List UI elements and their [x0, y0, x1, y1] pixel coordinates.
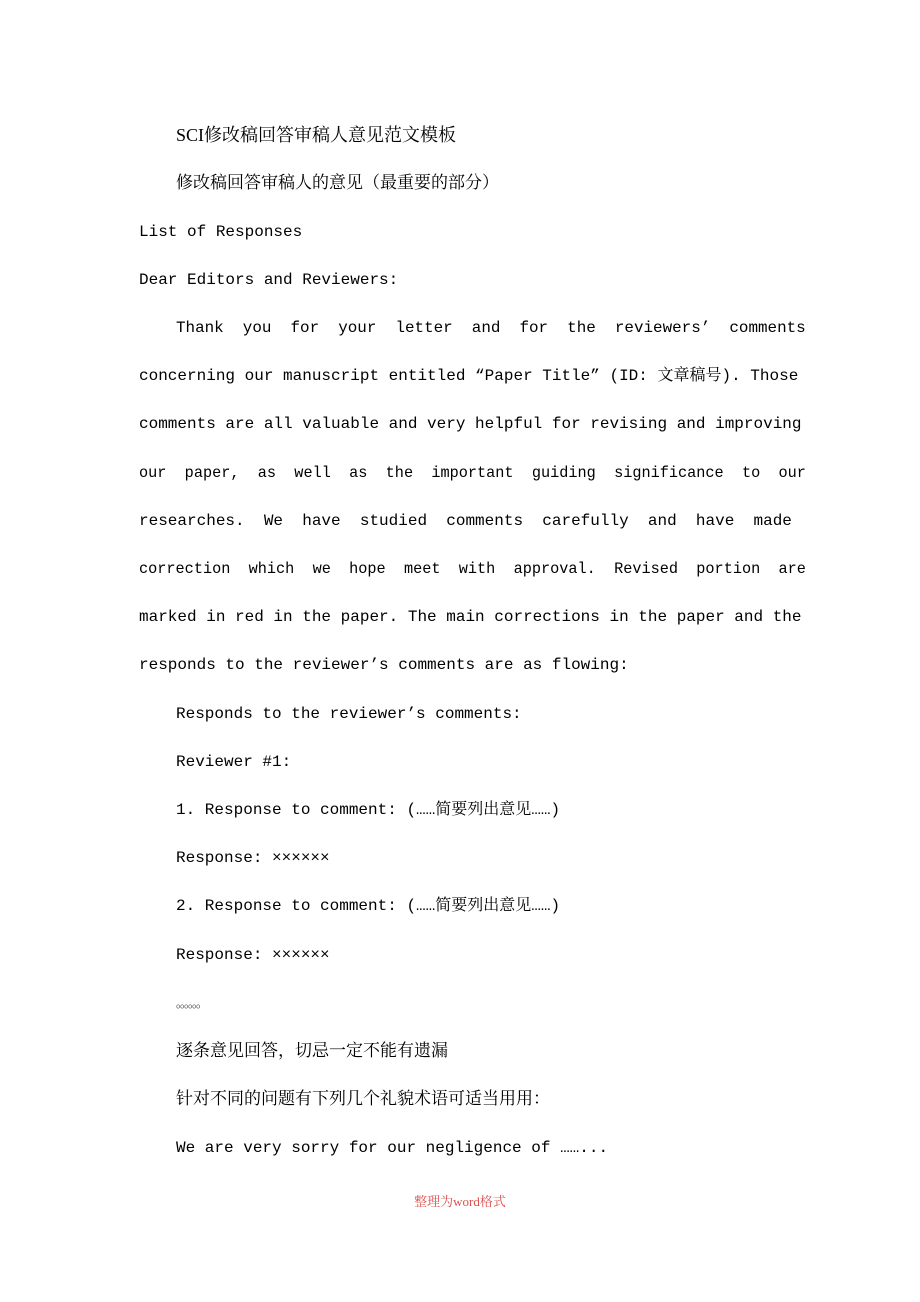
salutation: Dear Editors and Reviewers: — [139, 271, 399, 289]
responds-heading: Responds to the reviewer’s comments: — [176, 705, 522, 723]
reviewer-label: Reviewer #1: — [176, 753, 292, 771]
body-line: responds to the reviewer’s comments are as flowing: — [139, 656, 629, 674]
note-line-2: 针对不同的问题有下列几个礼貌术语可适当用用： — [176, 1089, 550, 1109]
footer-note: 整理为word格式 — [414, 1194, 506, 1209]
body-line: concerning our manuscript entitled “Paper Title” (ID: 文章稿号). Those — [139, 367, 799, 385]
document-title: SCI修改稿回答审稿人意见范文模板 — [176, 125, 457, 145]
comment-item-2: 2. Response to comment: (……简要列出意见……) — [176, 897, 561, 915]
comment-item-1: 1. Response to comment: (……简要列出意见……) — [176, 801, 561, 819]
body-line: our paper, as well as the important guiding significance to our — [139, 464, 806, 482]
body-line: researches. We have studied comments carefully and have made — [139, 512, 792, 530]
body-line: correction which we hope meet with approval. Revised portion are — [139, 560, 806, 578]
body-line: comments are all valuable and very helpful for revising and improving — [139, 415, 802, 433]
body-line: Thank you for your letter and for the reviewers’ comments — [176, 319, 806, 337]
body-line: marked in red in the paper. The main corrections in the paper and the — [139, 608, 802, 626]
sorry-line: We are very sorry for our negligence of ……... — [176, 1139, 609, 1157]
list-heading: List of Responses — [139, 223, 303, 241]
note-line-1: 逐条意见回答，切忌一定不能有遗漏 — [176, 1041, 448, 1061]
ellipsis-dots: 。。。。。。 — [176, 997, 207, 1011]
document-subtitle: 修改稿回答审稿人的意见（最重要的部分） — [176, 173, 499, 193]
response-2: Response: ×××××× — [176, 946, 330, 964]
response-1: Response: ×××××× — [176, 849, 330, 867]
